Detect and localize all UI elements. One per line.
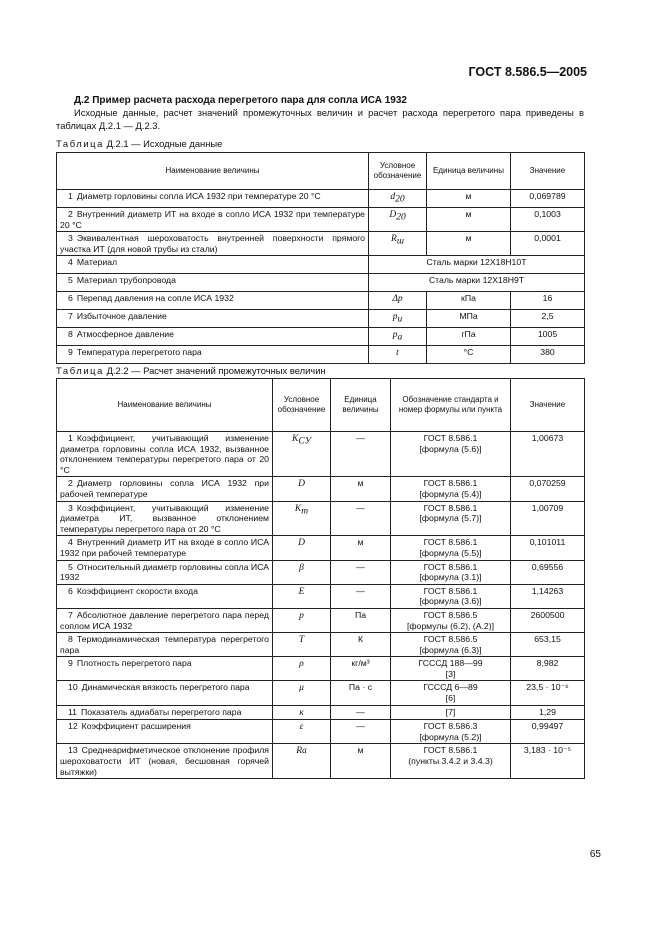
row-name-cell [57,705,273,720]
standard-cell [391,560,511,584]
unit-cell: — [331,705,391,720]
symbol: R [391,234,397,245]
value-cell: 380 [511,346,585,364]
row-name: Динамическая вязкость перегретого пара [81,682,250,693]
row-number: 6 [68,585,73,596]
formula-ref: [формула (5.7)] [419,513,482,524]
value-cell: 1,00709 [511,501,585,536]
table-row [57,720,585,744]
symbol: κ [299,707,304,718]
table2-header-standard: Обозначение стандарта и номер формулы или пункта [391,379,511,432]
table1-header-symbol: Условное обозначение [369,153,427,190]
table2-caption-text: Д.2.2 — Расчет значений промежуточных величин [106,365,326,376]
table1-caption-label: Таблица [56,138,104,149]
row-number: 9 [68,658,73,669]
table-row [57,477,585,501]
table1-caption [56,138,222,149]
merged-value-cell: Сталь марки 12Х18Н9Т [369,274,585,292]
row-name: Диаметр горловины сопла ИСА 1932 при рабочей температуре [60,478,269,499]
standard-ref: ГСССД 6—89 [423,682,478,693]
standard-cell [391,584,511,608]
table-row [57,744,585,779]
symbol-subscript: а [397,333,403,344]
table-row [57,705,585,720]
row-name: Внутренний диаметр ИТ на входе в сопло ИСА 1932 при температуре 20 °С [60,209,365,230]
unit-cell: Па [331,608,391,632]
value-cell: 0,070259 [511,477,585,501]
standard-cell [391,608,511,632]
formula-ref: [формулы (6.2), (А.2)] [406,620,495,631]
standard-cell [391,477,511,501]
table-row [57,657,585,681]
symbol-cell [273,584,331,608]
row-name-cell [57,501,273,536]
symbol-cell [273,720,331,744]
row-name-cell [57,310,369,328]
row-number: 8 [68,329,73,340]
unit-cell: Па · с [331,681,391,705]
standard-ref: ГОСТ 8.586.5 [423,609,478,620]
standard-cell [391,501,511,536]
table-row [57,292,585,310]
unit-cell: м [331,744,391,779]
row-name: Показатель адиабаты перегретого пара [81,706,242,717]
row-name: Температура перегретого пара [76,347,202,358]
row-number: 2 [68,209,73,219]
formula-ref: (пункты 3.4.2 и 3.4.3) [408,756,493,767]
standard-cell [391,705,511,720]
unit-cell: °С [427,346,511,364]
row-name: Термодинамическая температура перегретого пара [60,634,269,655]
standard-cell [391,720,511,744]
row-name-cell [57,292,369,310]
symbol: K [294,503,302,514]
row-name: Диаметр горловины сопла ИСА 1932 при температуре 20 °С [76,191,321,201]
formula-ref: [формула (5.6)] [419,443,482,454]
symbol-cell [273,501,331,536]
unit-cell: — [331,560,391,584]
row-number: 8 [68,634,73,645]
table1-caption-text: Д.2.1 — Исходные данные [106,138,223,149]
row-number: 7 [68,609,73,620]
row-name: Атмосферное давление [76,329,174,340]
symbol-cell [273,633,331,657]
symbol-cell [273,536,331,560]
symbol: D [298,538,305,549]
merged-value-cell: Сталь марки 12Х18Н10Т [369,256,585,274]
table-row [57,208,585,232]
symbol: p [392,330,398,341]
table-row [57,536,585,560]
formula-ref: [3] [445,668,456,679]
table2-header-row [57,379,585,432]
formula-ref: [формула (5.4)] [419,488,482,499]
table-row [57,432,585,477]
unit-cell: м [331,477,391,501]
row-name: Материал трубопровода [76,275,176,286]
row-number: 4 [68,257,73,268]
value-cell: 2,5 [511,310,585,328]
symbol-cell [369,190,427,208]
symbol-cell [369,232,427,256]
row-number: 1 [68,433,73,443]
row-name-cell [57,208,369,232]
standard-ref: ГОСТ 8.586.1 [423,478,478,489]
value-cell: 1,29 [511,705,585,720]
unit-cell: м [331,536,391,560]
value-cell: 1,00673 [511,432,585,477]
row-name-cell [57,720,273,744]
row-number: 5 [68,275,73,286]
table2-body [57,432,585,779]
standard-cell [391,536,511,560]
table-row [57,584,585,608]
table2-header-value: Значение [511,379,585,432]
value-cell: 3,183 · 10⁻⁵ [511,744,585,779]
table2-header-symbol: Условное обозначение [273,379,331,432]
row-name: Относительный диаметр горловины сопла ИСА 1932 [60,561,269,583]
formula-ref: [формула (3.1)] [419,572,482,583]
formula-ref: [формула (3.6)] [419,596,482,607]
row-name-cell [57,584,273,608]
row-name-cell [57,432,273,477]
unit-cell: кПа [427,292,511,310]
unit-cell: К [331,633,391,657]
row-name: Плотность перегретого пара [76,658,192,669]
symbol: Δp [392,294,403,305]
symbol: β [299,562,304,573]
value-cell: 0,1003 [511,208,585,232]
symbol: ρ [299,659,304,670]
table2-header-unit: Единица величины [331,379,391,432]
row-name: Коэффициент скорости входа [76,585,198,596]
table-row [57,256,585,274]
unit-cell: м [427,190,511,208]
table1-body [57,190,585,364]
unit-cell: м [427,232,511,256]
standard-cell [391,633,511,657]
row-number: 2 [68,478,73,489]
value-cell: 16 [511,292,585,310]
row-name: Коэффициент расширения [81,721,191,732]
symbol-cell [273,608,331,632]
standard-ref: ГОСТ 8.586.1 [423,585,478,596]
symbol: Ra [296,746,307,757]
row-name-cell [57,346,369,364]
symbol-cell [273,657,331,681]
row-name: Эквивалентная шероховатость внутренней поверхности прямого участка ИТ (для новой трубы из стали) [60,233,365,254]
row-name-cell [57,681,273,705]
symbol: K [292,434,299,444]
page-number: 65 [589,849,601,860]
formula-ref: [формула (5.5)] [419,547,482,558]
value-cell: 653,15 [511,633,585,657]
row-name-cell [57,560,273,584]
row-name-cell [57,274,369,292]
row-name: Материал [76,257,118,268]
row-name-cell [57,744,273,779]
row-name: Среднеарифметическое отклонение профиля шероховатости ИТ (новая, бесшовная горячей вытяжки) [60,745,269,777]
standard-ref: ГОСТ 8.586.1 [423,502,478,513]
table-row [57,346,585,364]
standard-ref: ГОСТ 8.586.3 [423,721,478,732]
row-number: 5 [68,561,73,572]
symbol-cell [273,560,331,584]
value-cell: 1005 [511,328,585,346]
unit-cell: м [427,208,511,232]
row-number: 11 [68,706,78,717]
unit-cell: гПа [427,328,511,346]
row-number: 4 [68,537,73,548]
table-row [57,190,585,208]
table2-caption [56,365,326,376]
table-row [57,310,585,328]
symbol-cell [369,328,427,346]
symbol-subscript: т [301,506,309,517]
standard-cell [391,681,511,705]
row-name-cell [57,536,273,560]
table-row [57,681,585,705]
row-name-cell [57,633,273,657]
symbol-subscript: 20 [395,194,405,205]
row-name-cell [57,328,369,346]
row-name: Абсолютное давление перегретого пара перед соплом ИСА 1932 [60,609,269,631]
table-row [57,274,585,292]
formula-ref: [6] [445,693,456,704]
table1-header-name: Наименование величины [57,153,369,190]
formula-ref: [формула (6.3)] [419,644,482,655]
standard-ref: ГСССД 188—99 [418,658,483,669]
standard-ref: ГОСТ 8.586.1 [423,561,478,572]
value-cell: 1,14263 [511,584,585,608]
symbol: p [392,312,398,323]
table2-header-name: Наименование величины [57,379,273,432]
row-number: 1 [68,191,73,201]
row-number: 7 [68,311,73,322]
intro-paragraph: Исходные данные, расчет значений промежуточных величин и расчет расхода перегретого пара приведены в таблицах Д.2.1 — Д.2.3. [56,107,584,131]
standard-ref: ГОСТ 8.586.1 [423,537,478,548]
standard-ref: ГОСТ 8.586.1 [423,433,478,443]
table1-header-unit: Единица величины [427,153,511,190]
symbol-cell [273,432,331,477]
document-code: ГОСТ 8.586.5—2005 [468,65,587,79]
symbol-cell [273,681,331,705]
value-cell: 0,069789 [511,190,585,208]
symbol: E [298,586,305,597]
row-number: 3 [68,233,73,244]
value-cell: 0,69556 [511,560,585,584]
table1-header-row [57,153,585,190]
table-row [57,560,585,584]
row-name-cell [57,608,273,632]
row-name: Избыточное давление [76,311,167,322]
standard-cell [391,657,511,681]
unit-cell: кг/м³ [331,657,391,681]
unit-cell: — [331,584,391,608]
symbol-subscript: СУ [298,436,311,447]
row-name-cell [57,657,273,681]
symbol: ε [299,722,304,733]
standard-ref: ГОСТ 8.586.1 [423,745,478,756]
symbol-subscript: ш [396,236,404,247]
table-row [57,608,585,632]
value-cell: 23,5 · 10⁻⁶ [511,681,585,705]
row-name-cell [57,232,369,256]
row-number: 6 [68,293,73,304]
symbol: d [390,192,396,202]
symbol: D [298,479,305,490]
row-number: 9 [68,347,73,358]
table-row [57,232,585,256]
row-name-cell [57,477,273,501]
row-name-cell [57,256,369,274]
value-cell: 8,982 [511,657,585,681]
standard-ref: [7] [445,706,456,717]
value-cell: 0,99497 [511,720,585,744]
symbol: T [298,635,305,646]
symbol-subscript: 20 [396,212,406,223]
symbol-cell [369,292,427,310]
standard-cell [391,744,511,779]
symbol: p [299,610,304,621]
symbol-subscript: и [397,315,403,326]
row-name-cell [57,190,369,208]
table2-caption-label: Таблица [56,365,104,376]
table-row [57,633,585,657]
symbol-cell [369,346,427,364]
row-number: 10 [68,682,78,693]
section-title: Д.2 Пример расчета расхода перегретого пара для сопла ИСА 1932 [74,95,407,106]
unit-cell: МПа [427,310,511,328]
table-row [57,328,585,346]
unit-cell: — [331,501,391,536]
source-data-table [56,152,585,364]
row-number: 3 [68,502,73,513]
symbol: t [396,348,399,359]
value-cell: 0,0001 [511,232,585,256]
table1-header-value: Значение [511,153,585,190]
intermediate-values-table [56,378,585,779]
value-cell: 0,101011 [511,536,585,560]
row-name: Внутренний диаметр ИТ на входе в сопло ИСА 1932 при рабочей температуре [60,537,269,558]
row-number: 12 [68,721,78,732]
symbol: μ [299,683,304,694]
symbol: D [389,210,397,220]
symbol-cell [369,208,427,232]
unit-cell: — [331,720,391,744]
value-cell: 2600500 [511,608,585,632]
row-name: Перепад давления на сопле ИСА 1932 [76,293,234,304]
row-name: Коэффициент, учитывающий изменение диаметра ИТ, вызванное отклонением температуры перегретого пара от 20 °С [60,502,269,534]
row-number: 13 [68,745,78,756]
unit-cell: — [331,432,391,477]
symbol-cell [369,310,427,328]
row-name: Коэффициент, учитывающий изменение диаметра горловины сопла ИСА 1932, вызванное отклонением температуры перегретого пара от 20 °С [60,433,269,475]
formula-ref: [формула (5.2)] [419,731,482,742]
table-row [57,501,585,536]
symbol-cell [273,705,331,720]
standard-ref: ГОСТ 8.586.5 [423,634,478,645]
symbol-cell [273,477,331,501]
symbol-cell [273,744,331,779]
standard-cell [391,432,511,477]
